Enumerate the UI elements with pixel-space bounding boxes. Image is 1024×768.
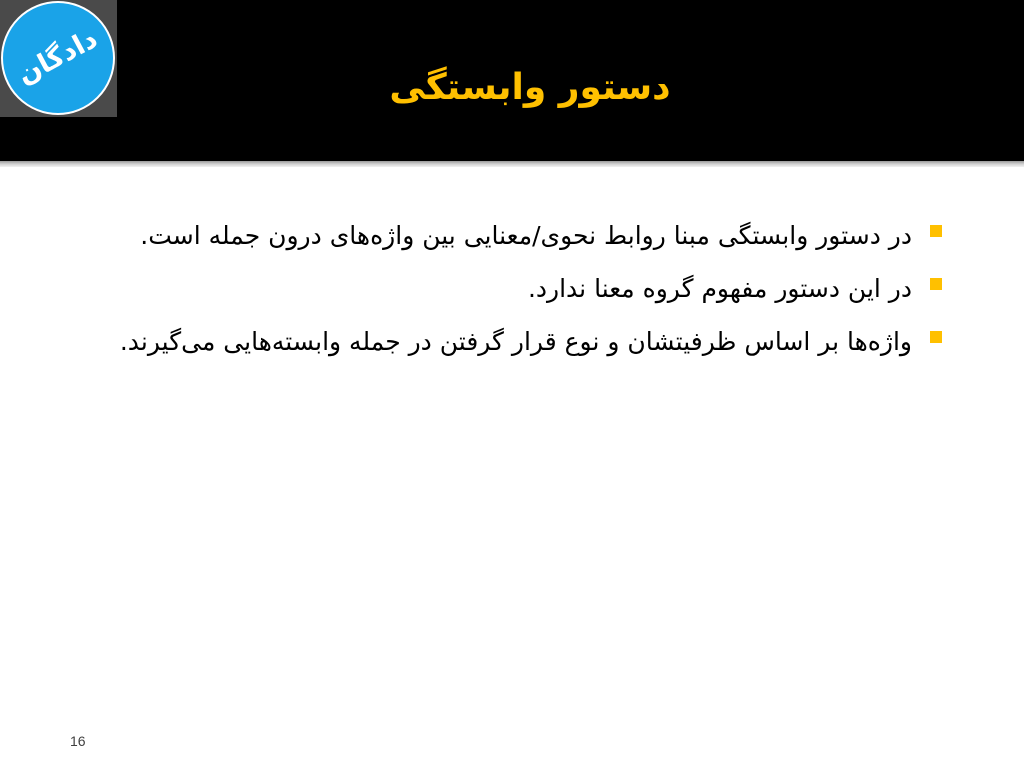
square-bullet-icon — [930, 225, 942, 237]
square-bullet-icon — [930, 278, 942, 290]
bullet-text: واژه‌ها بر اساس ظرفیتشان و نوع قرار گرفتن در جمله وابسته‌هایی می‌گیرند. — [119, 327, 912, 356]
slide-title: دستور وابستگی — [389, 67, 671, 108]
list-item — [84, 261, 944, 317]
logo-text: دادگان — [12, 23, 103, 91]
dadegan-logo-icon — [0, 0, 117, 117]
page-number: 16 — [70, 733, 86, 749]
square-bullet-icon — [930, 331, 942, 343]
bullet-list — [84, 208, 944, 367]
bullet-text: در این دستور مفهوم گروه معنا ندارد. — [527, 274, 912, 303]
bullet-text: در دستور وابستگی مبنا روابط نحوی/معنایی بین واژه‌های درون جمله است. — [140, 221, 912, 250]
list-item — [84, 314, 944, 370]
header-divider — [0, 161, 1024, 167]
logo — [0, 0, 117, 117]
slide-header — [0, 0, 1024, 161]
list-item — [84, 208, 944, 264]
